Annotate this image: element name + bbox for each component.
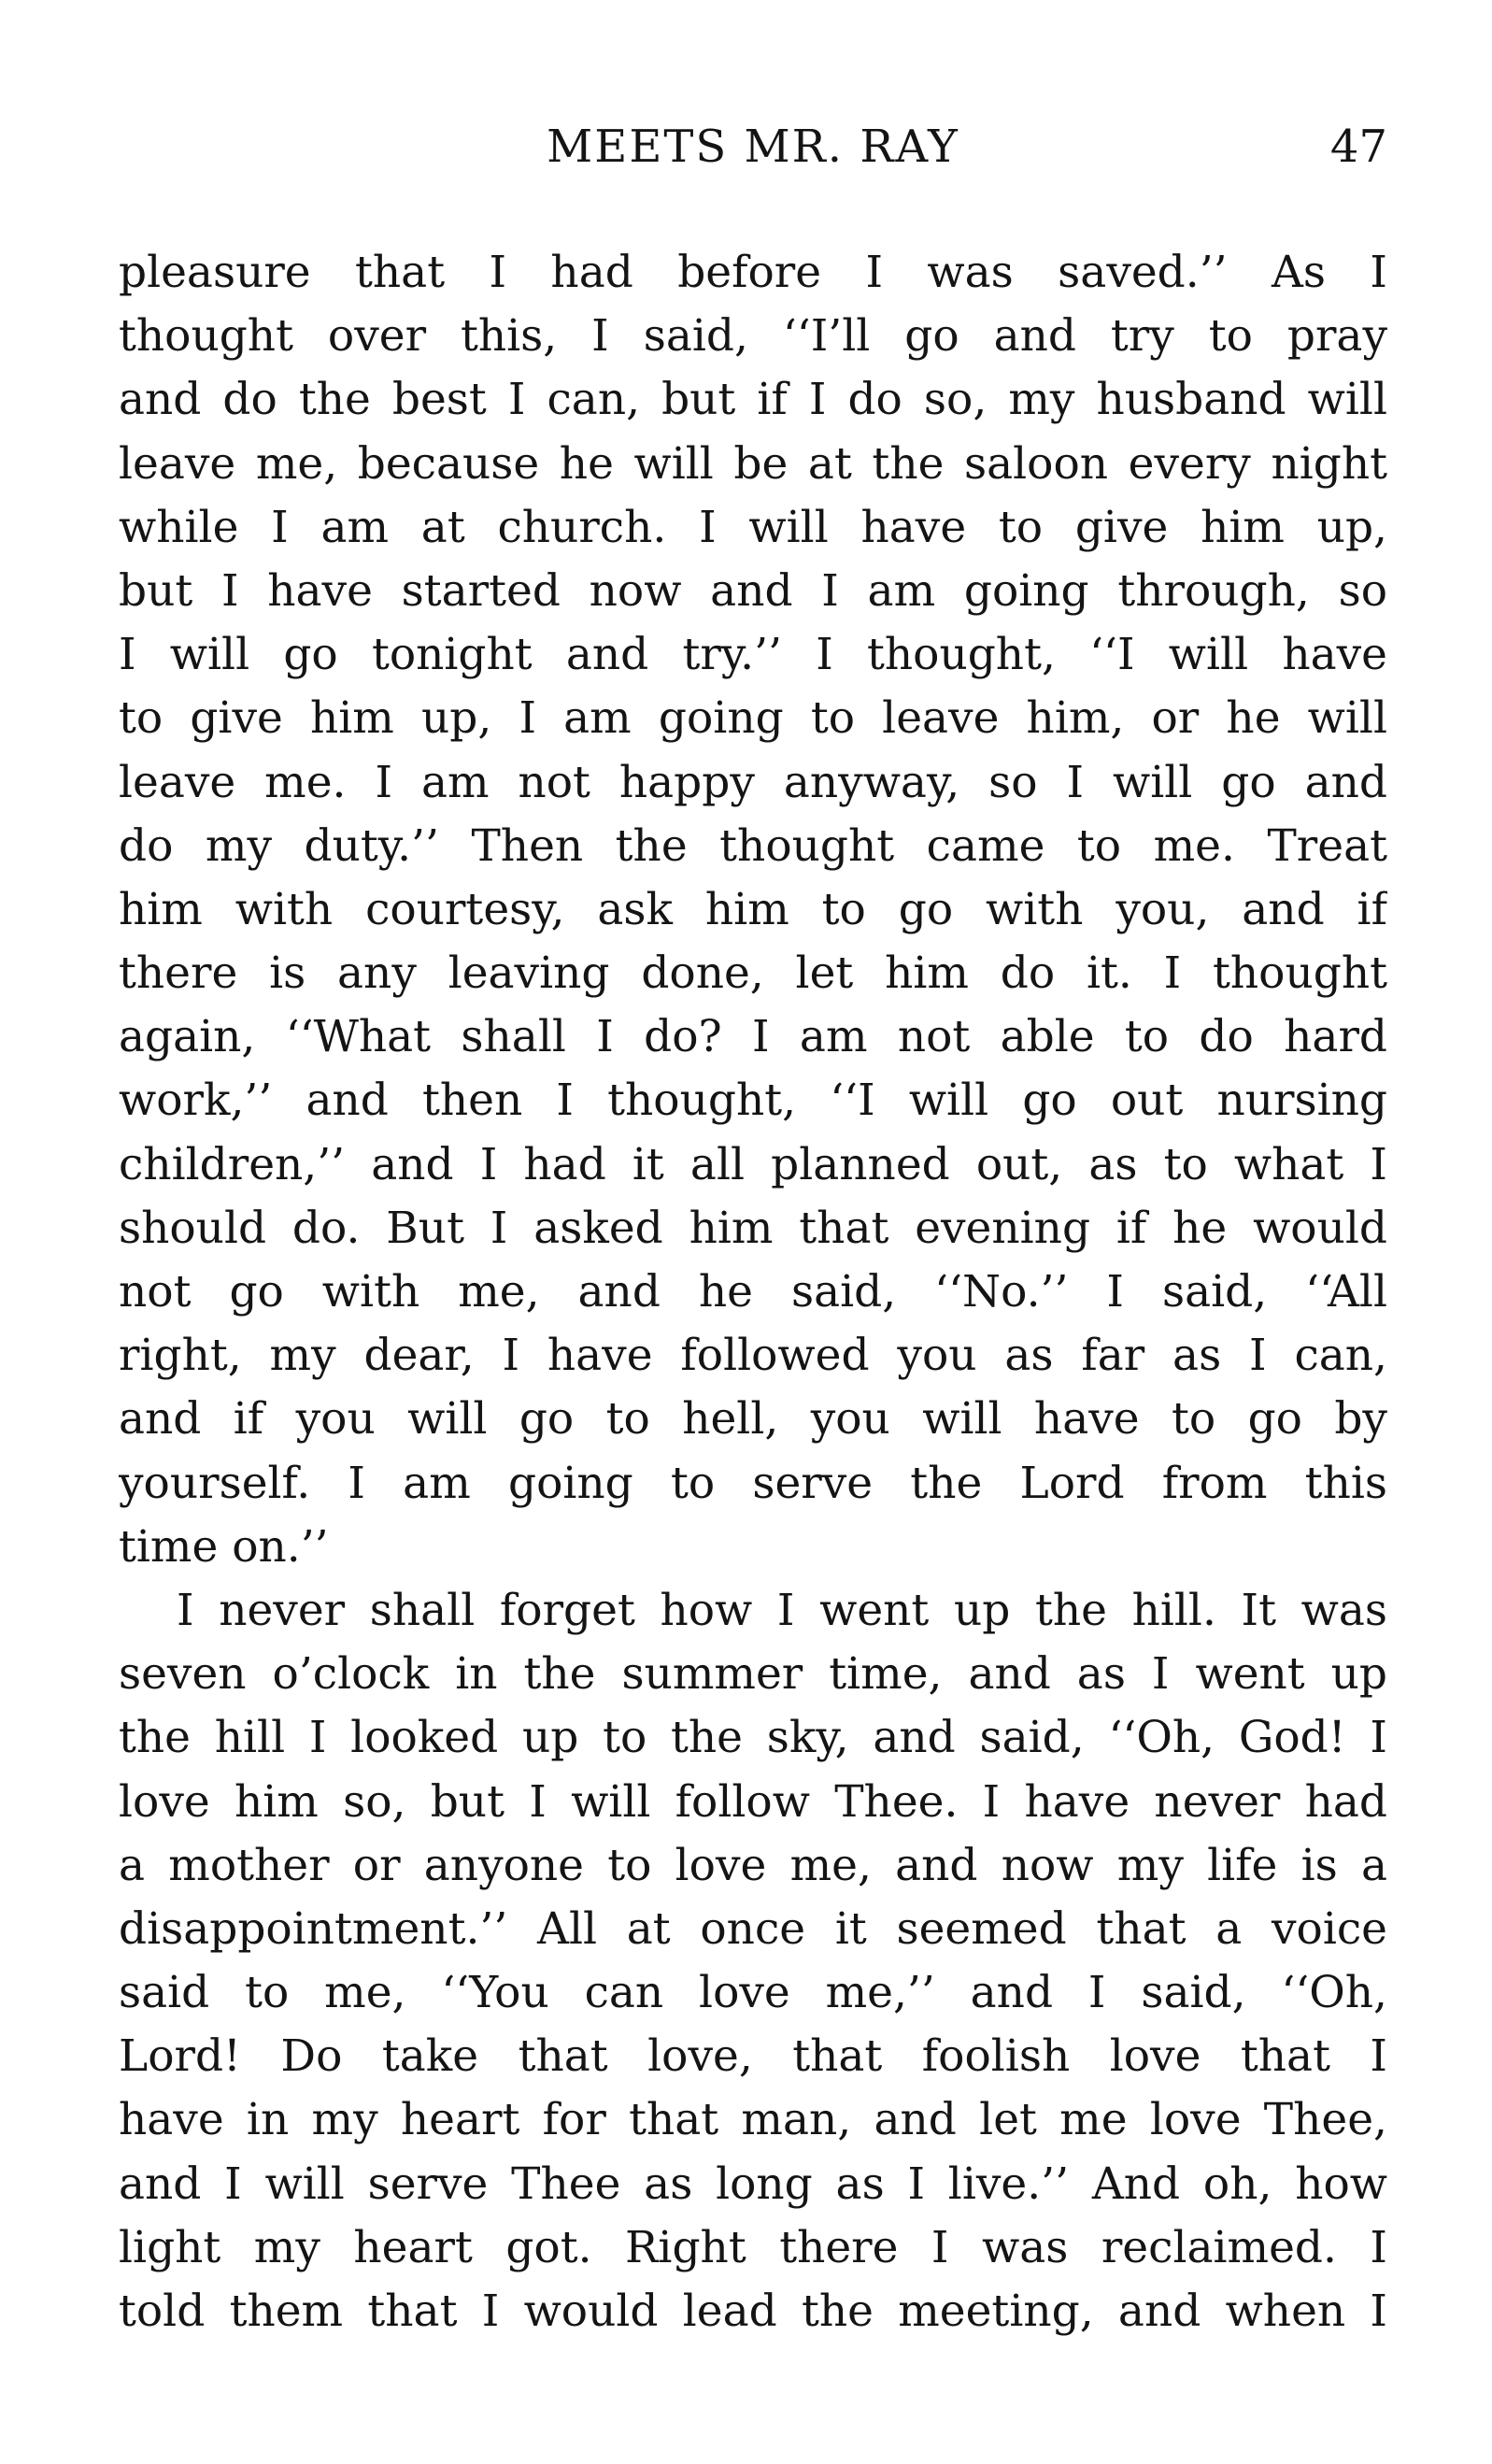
text-line: I will go tonight and try.’’ I thought, ‘‘I will have	[119, 629, 1387, 681]
text-line: thought over this, I said, ‘‘I’ll go and try to pray	[119, 310, 1387, 363]
text-line: seven o’clock in the summer time, and as I went up	[119, 1648, 1387, 1701]
text-line: I never shall forget how I went up the hill. It was	[177, 1584, 1387, 1636]
text-line: there is any leaving done, let him do it. I thought	[119, 947, 1387, 1000]
text-line: pleasure that I had before I was saved.’’ As I	[119, 247, 1387, 298]
chapter-heading: MEETS MR. RAY	[547, 121, 959, 173]
text-line: yourself. I am going to serve the Lord from this	[119, 1457, 1387, 1509]
text-line: and I will serve Thee as long as I live.’’ And oh, how	[119, 2158, 1387, 2210]
text-line: love him so, but I will follow Thee. I have never had	[119, 1775, 1387, 1828]
paragraph-continued	[119, 241, 1387, 1579]
text-line: said to me, ‘‘You can love me,’’ and I said, ‘‘Oh,	[119, 1967, 1387, 2019]
text-line: again, ‘‘What shall I do? I am not able to do hard	[119, 1011, 1387, 1063]
text-line: leave me, because he will be at the saloon every night	[119, 437, 1387, 490]
paragraph	[119, 1579, 1387, 2343]
body-text	[119, 241, 1387, 2343]
text-line: time on.’’	[119, 1520, 329, 1573]
text-line: leave me. I am not happy anyway, so I will go and	[119, 756, 1387, 808]
text-line: and do the best I can, but if I do so, my husband will	[119, 374, 1387, 426]
page-number: 47	[1329, 121, 1387, 173]
text-line: disappointment.’’ All at once it seemed that a voice	[119, 1902, 1387, 1955]
text-line: while I am at church. I will have to give him up,	[119, 501, 1387, 553]
text-line: children,’’ and I had it all planned out, as to what I	[119, 1138, 1387, 1190]
text-line: right, my dear, I have followed you as far as I can,	[119, 1330, 1387, 1382]
text-line: light my heart got. Right there I was reclaimed. I	[119, 2221, 1387, 2273]
text-line: and if you will go to hell, you will have to go by	[119, 1393, 1387, 1446]
text-line: Lord! Do take that love, that foolish love that I	[119, 2030, 1387, 2083]
text-line: work,’’ and then I thought, ‘‘I will go out nursing	[119, 1075, 1387, 1127]
text-line: him with courtesy, ask him to go with you, and if	[119, 883, 1387, 935]
text-line: have in my heart for that man, and let me love Thee,	[119, 2094, 1387, 2146]
text-line: should do. But I asked him that evening if he would	[119, 1202, 1387, 1254]
running-head	[119, 114, 1387, 179]
text-line: to give him up, I am going to leave him, or he will	[119, 692, 1387, 745]
text-line: not go with me, and he said, ‘‘No.’’ I said, ‘‘All	[119, 1266, 1387, 1317]
text-line: do my duty.’’ Then the thought came to me. Treat	[119, 819, 1387, 872]
text-line: but I have started now and I am going through, so	[119, 564, 1387, 617]
text-line: the hill I looked up to the sky, and said, ‘‘Oh, God! I	[119, 1712, 1387, 1764]
text-line: a mother or anyone to love me, and now my life is a	[119, 1839, 1387, 1891]
text-line: told them that I would lead the meeting, and when I	[119, 2286, 1387, 2337]
